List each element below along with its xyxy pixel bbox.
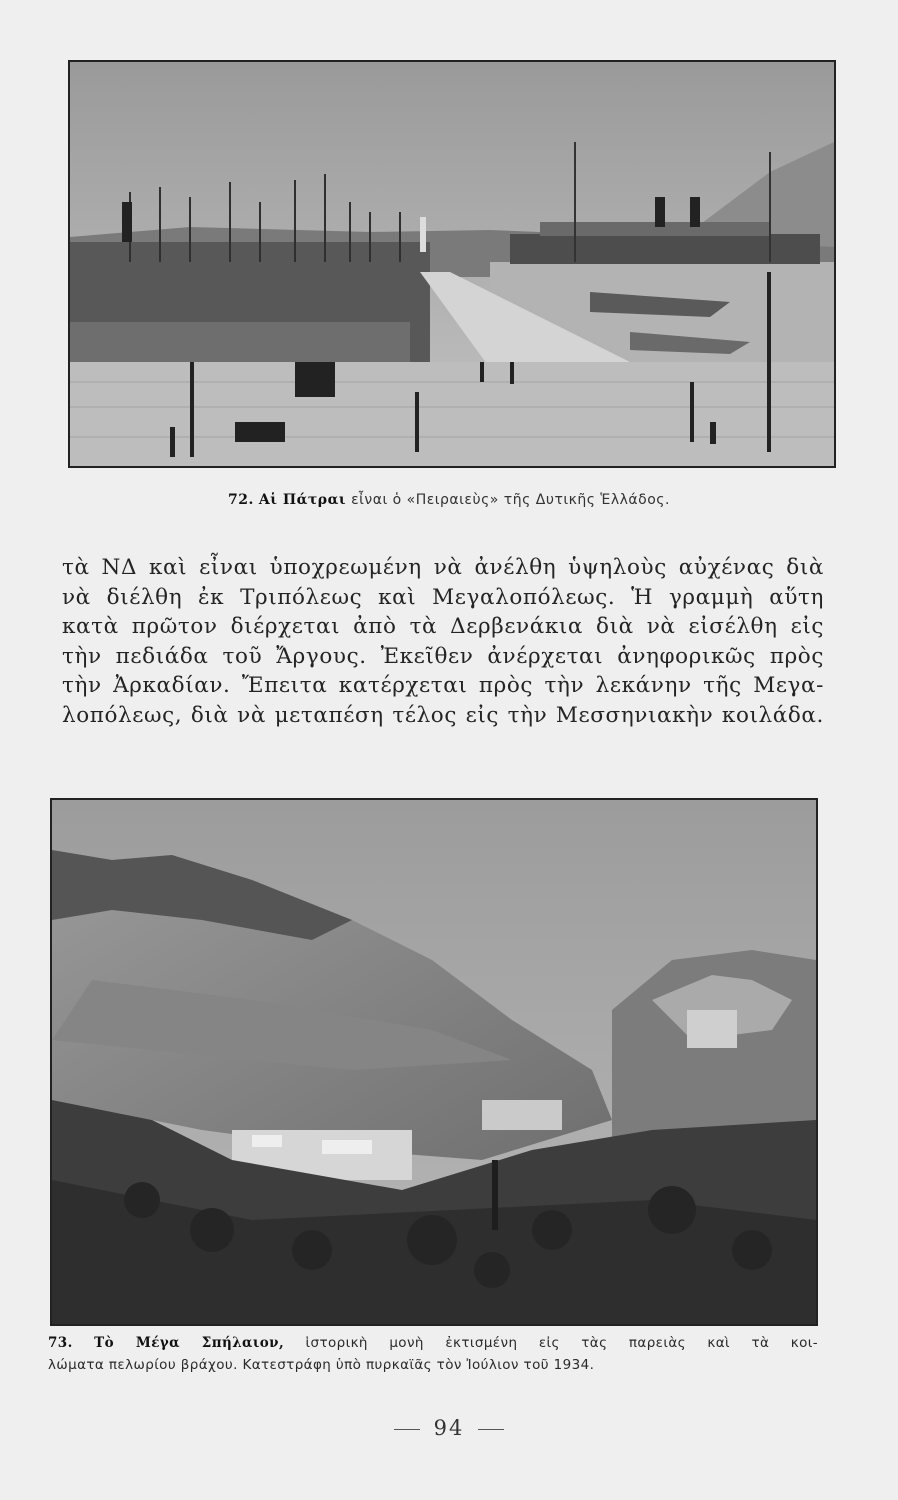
figure-73-number: 73. bbox=[48, 1335, 73, 1351]
figure-73-caption bbox=[48, 1332, 818, 1376]
dash-right bbox=[478, 1429, 504, 1430]
figure-73-caption-text-1: ἱστορικὴ μονὴ ἐκτισμένη εἰς τὰς παρειὰς καὶ τὰ κοι- bbox=[305, 1335, 818, 1351]
paragraph-line: τὰ ΝΔ καὶ εἶναι ὑποχρεωμένη νὰ ἀνέλθη ὑψηλοὺς αὐχένας διὰ bbox=[62, 555, 824, 580]
paragraph-line: λοπόλεως, διὰ νὰ μεταπέση τέλος εἰς τὴν Μεσσηνιακὴν κοιλάδα. bbox=[62, 702, 824, 728]
patras-harbor-photo bbox=[68, 60, 836, 468]
figure-73-caption-line bbox=[48, 1332, 818, 1354]
figure-72-caption-text: εἶναι ὁ «Πειραιεὺς» τῆς Δυτικῆς Ἑλλάδος. bbox=[351, 492, 670, 508]
mega-spilaio-photo bbox=[50, 798, 818, 1326]
figure-73-caption-text-2: λώματα πελωρίου βράχου. Κατεστράφη ὑπὸ πυρκαϊᾶς τὸν Ἰούλιον τοῦ 1934. bbox=[48, 1357, 595, 1373]
paragraph-line: τὴν πεδιάδα τοῦ Ἄργους. Ἐκεῖθεν ἀνέρχεται ἀνηφορικῶς πρὸς bbox=[62, 643, 824, 669]
figure-72-title: Αἱ Πάτραι bbox=[258, 492, 347, 508]
paragraph-line: νὰ διέλθη ἐκ Τριπόλεως καὶ Μεγαλοπόλεως. Ἡ γραμμὴ αὕτη bbox=[62, 584, 824, 610]
figure-72-number: 72. bbox=[228, 492, 254, 508]
paragraph-line: τὴν Ἀρκαδίαν. Ἔπειτα κατέρχεται πρὸς τὴν λεκάνην τῆς Μεγα- bbox=[62, 673, 824, 698]
figure-72-caption bbox=[0, 492, 898, 508]
paragraph-line: κατὰ πρῶτον διέρχεται ἀπὸ τὰ Δερβενάκια διὰ νὰ εἰσέλθη εἰς bbox=[62, 614, 824, 639]
dash-left bbox=[394, 1429, 420, 1430]
figure-73-title: Τὸ Μέγα Σπήλαιον, bbox=[94, 1335, 285, 1351]
page-number-block bbox=[0, 1416, 898, 1440]
page-number: 94 bbox=[433, 1416, 465, 1440]
body-paragraph bbox=[62, 553, 824, 730]
